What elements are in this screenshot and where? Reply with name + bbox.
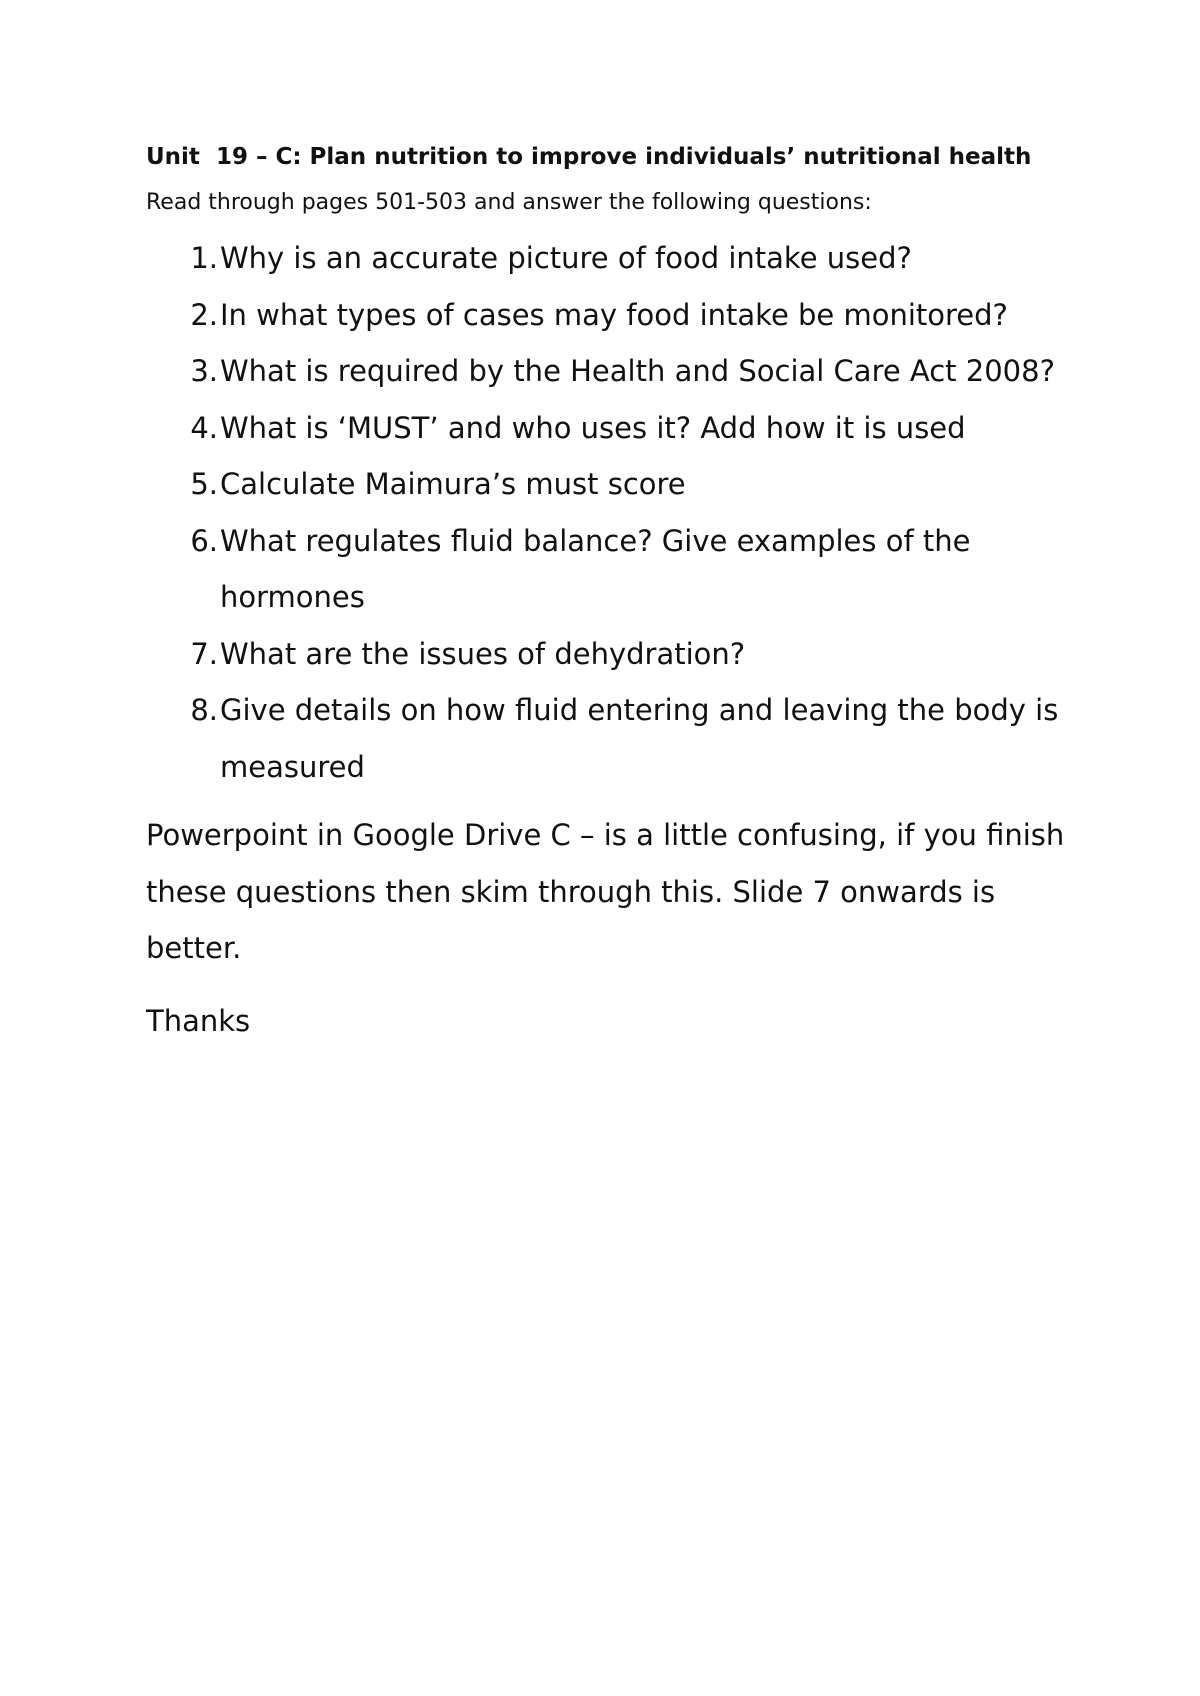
question-number: 5. [190, 467, 218, 501]
question-number: 3. [190, 354, 218, 388]
question-item [146, 626, 1086, 683]
question-item [146, 230, 1086, 287]
question-number: 6. [190, 523, 218, 558]
question-item [146, 287, 1086, 344]
question-text: What regulates fluid balance? Give examples of the hormones [220, 523, 971, 614]
question-item [146, 513, 1086, 626]
question-text: Why is an accurate picture of food intake used? [220, 241, 912, 275]
question-list [146, 230, 1086, 795]
question-text: In what types of cases may food intake be monitored? [220, 297, 1008, 332]
question-number: 7. [190, 636, 218, 671]
question-number: 2. [190, 297, 218, 332]
question-item [146, 456, 1086, 513]
intro-text: Read through pages 501-503 and answer the following questions: [146, 190, 872, 215]
question-text: Calculate Maimura’s must score [220, 467, 686, 501]
question-number: 1. [190, 241, 218, 275]
question-text: What is ‘MUST’ and who uses it? Add how it is used [220, 410, 966, 445]
question-item [146, 682, 1086, 795]
question-item [146, 400, 1086, 457]
signoff-text: Thanks [146, 1003, 251, 1038]
document-page [146, 140, 1086, 1041]
question-number: 8. [190, 693, 218, 727]
powerpoint-note: Powerpoint in Google Drive C – is a little confusing, if you finish these questions then skim through this. Slide 7 onwards is better. [146, 818, 1065, 965]
document-title: Unit 19 – C: Plan nutrition to improve individuals’ nutritional health [146, 144, 1032, 170]
question-text: What is required by the Health and Social Care Act 2008? [220, 354, 1055, 388]
question-text: What are the issues of dehydration? [220, 636, 746, 671]
question-item [146, 343, 1086, 400]
question-text: Give details on how fluid entering and leaving the body is measured [220, 693, 1059, 784]
question-number: 4. [190, 410, 218, 445]
